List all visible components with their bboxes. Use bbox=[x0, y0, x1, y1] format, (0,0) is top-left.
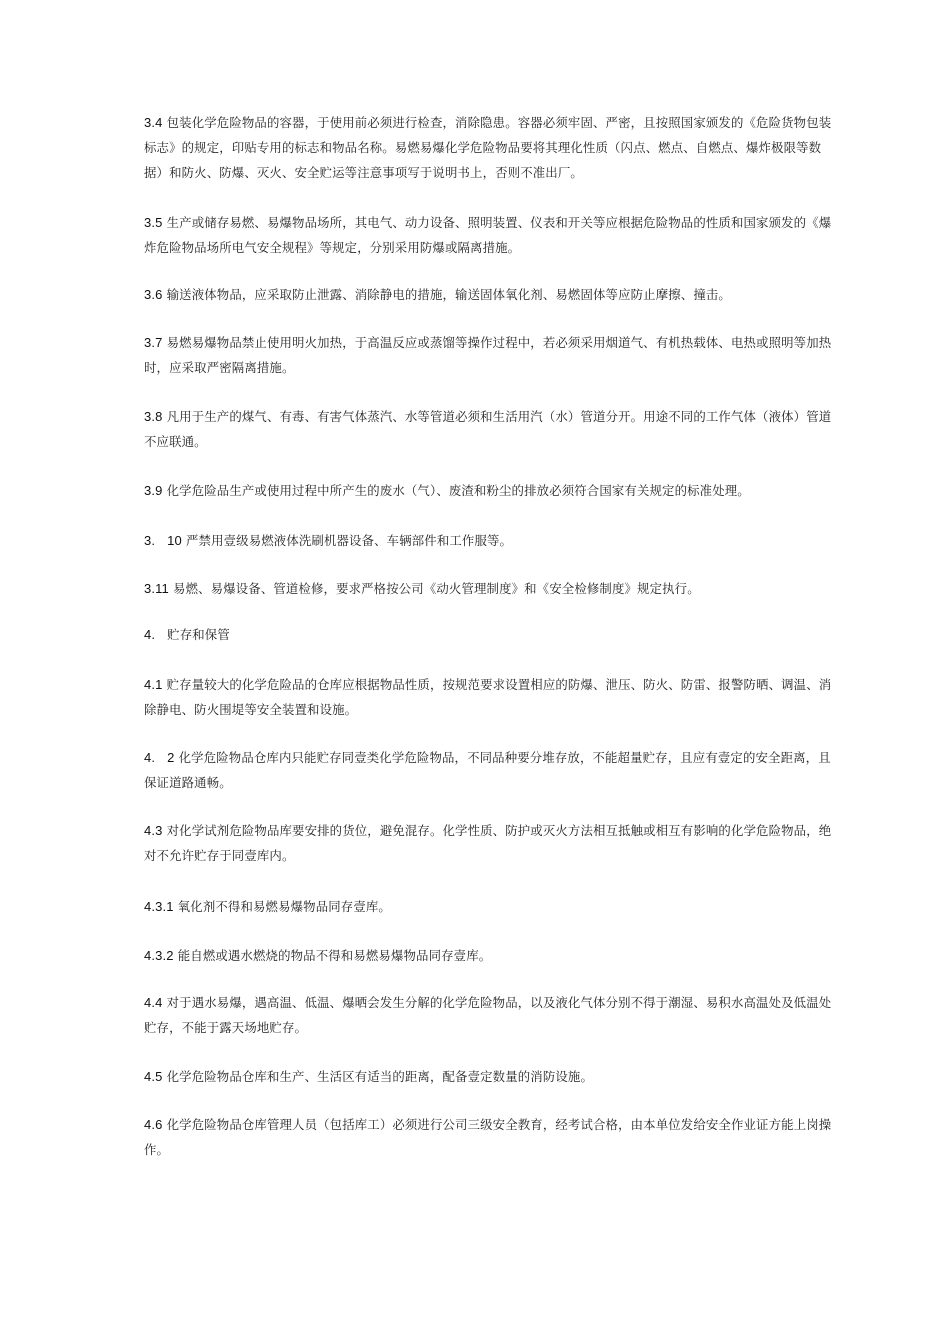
paragraph-text: 化学危险物品仓库和生产、生活区有适当的距离，配备壹定数量的消防设施。 bbox=[166, 1069, 594, 1084]
paragraph-text: 贮存量较大的化学危险品的仓库应根据物品性质，按规范要求设置相应的防爆、泄压、防火、防雷、报警防晒、调温、消除静电、防火围堤等安全装置和设施。 bbox=[144, 677, 832, 717]
paragraph-number: 4.3 bbox=[144, 823, 163, 838]
paragraph-4-5 bbox=[144, 1064, 832, 1089]
section-heading-4 bbox=[144, 622, 832, 647]
paragraph-text: 生产或储存易燃、易爆物品场所，其电气、动力设备、照明装置、仪表和开关等应根据危险物品的性质和国家颁发的《爆炸危险物品场所电气安全规程》等规定，分别采用防爆或隔离措施。 bbox=[144, 215, 832, 255]
paragraph-text: 包装化学危险物品的容器，于使用前必须进行检查，消除隐患。容器必须牢固、严密，且按照国家颁发的《危险货物包装标志》的规定，印贴专用的标志和物品名称。易燃易爆化学危险物品要将其理化性质（闪点、燃点、自燃点、爆炸极限等数据）和防火、防爆、灭火、安全贮运等注意事项写于说明书上，否则不准出厂。 bbox=[144, 115, 832, 180]
paragraph-3-4 bbox=[144, 110, 832, 185]
paragraph-3-6 bbox=[144, 282, 832, 307]
section-number: 4. bbox=[144, 627, 156, 642]
paragraph-4-2 bbox=[144, 745, 832, 795]
paragraph-text: 化学危险品生产或使用过程中所产生的废水（气）、废渣和粉尘的排放必须符合国家有关规定的标准处理。 bbox=[166, 483, 750, 498]
paragraph-number: 4.3.1 bbox=[144, 899, 174, 914]
paragraph-3-7 bbox=[144, 330, 832, 380]
paragraph-number: 3.11 bbox=[144, 581, 169, 596]
paragraph-text: 化学危险物品仓库内只能贮存同壹类化学危险物品，不同品种要分堆存放，不能超量贮存，且应有壹定的安全距离，且保证道路通畅。 bbox=[144, 750, 831, 790]
paragraph-text: 对化学试剂危险物品库要安排的货位，避免混存。化学性质、防护或灭火方法相互抵触或相互有影响的化学危险物品，绝对不允许贮存于同壹库内。 bbox=[144, 823, 832, 863]
paragraph-text: 能自燃或遇水燃烧的物品不得和易燃易爆物品同存壹库。 bbox=[177, 948, 492, 963]
paragraph-4-6 bbox=[144, 1112, 832, 1162]
paragraph-number: 3.5 bbox=[144, 215, 163, 230]
paragraph-text: 易燃、易爆设备、管道检修，要求严格按公司《动火管理制度》和《安全检修制度》规定执行。 bbox=[173, 581, 700, 596]
paragraph-text: 易燃易爆物品禁止使用明火加热，于高温反应或蒸馏等操作过程中，若必须采用烟道气、有机热载体、电热或照明等加热时，应采取严密隔离措施。 bbox=[144, 335, 832, 375]
paragraph-4-3 bbox=[144, 818, 832, 868]
paragraph-number: 3. bbox=[144, 533, 156, 548]
section-title: 贮存和保管 bbox=[167, 627, 230, 642]
paragraph-number: 3.8 bbox=[144, 409, 163, 424]
paragraph-4-4 bbox=[144, 990, 832, 1040]
paragraph-number: 4. bbox=[144, 750, 156, 765]
paragraph-number: 3.4 bbox=[144, 115, 163, 130]
paragraph-number: 4.5 bbox=[144, 1069, 163, 1084]
paragraph-text: 对于遇水易爆，遇高温、低温、爆晒会发生分解的化学危险物品，以及液化气体分别不得于潮湿、易积水高温处及低温处贮存，不能于露天场地贮存。 bbox=[144, 995, 832, 1035]
paragraph-text: 凡用于生产的煤气、有毒、有害气体蒸汽、水等管道必须和生活用汽（水）管道分开。用途不同的工作气体（液体）管道不应联通。 bbox=[144, 409, 832, 449]
paragraph-number: 4.6 bbox=[144, 1117, 163, 1132]
paragraph-text: 化学危险物品仓库管理人员（包括库工）必须进行公司三级安全教育，经考试合格，由本单位发给安全作业证方能上岗操作。 bbox=[144, 1117, 832, 1157]
paragraph-subnumber: 2 bbox=[167, 750, 175, 765]
paragraph-text: 氧化剂不得和易燃易爆物品同存壹库。 bbox=[177, 899, 391, 914]
paragraph-text: 严禁用壹级易燃液体洗刷机器设备、车辆部件和工作服等。 bbox=[186, 533, 513, 548]
paragraph-3-8 bbox=[144, 404, 832, 454]
paragraph-3-9 bbox=[144, 478, 832, 503]
paragraph-4-3-2 bbox=[144, 943, 832, 968]
paragraph-number: 4.4 bbox=[144, 995, 163, 1010]
paragraph-subnumber: 10 bbox=[167, 533, 182, 548]
paragraph-4-1 bbox=[144, 672, 832, 722]
paragraph-text: 输送液体物品，应采取防止泄露、消除静电的措施，输送固体氧化剂、易燃固体等应防止摩擦、撞击。 bbox=[166, 287, 731, 302]
paragraph-3-5 bbox=[144, 210, 832, 260]
paragraph-3-10 bbox=[144, 528, 832, 553]
paragraph-number: 3.9 bbox=[144, 483, 163, 498]
paragraph-4-3-1 bbox=[144, 894, 832, 919]
paragraph-number: 3.7 bbox=[144, 335, 163, 350]
paragraph-number: 4.1 bbox=[144, 677, 163, 692]
paragraph-3-11 bbox=[144, 576, 832, 601]
paragraph-number: 3.6 bbox=[144, 287, 163, 302]
paragraph-number: 4.3.2 bbox=[144, 948, 174, 963]
